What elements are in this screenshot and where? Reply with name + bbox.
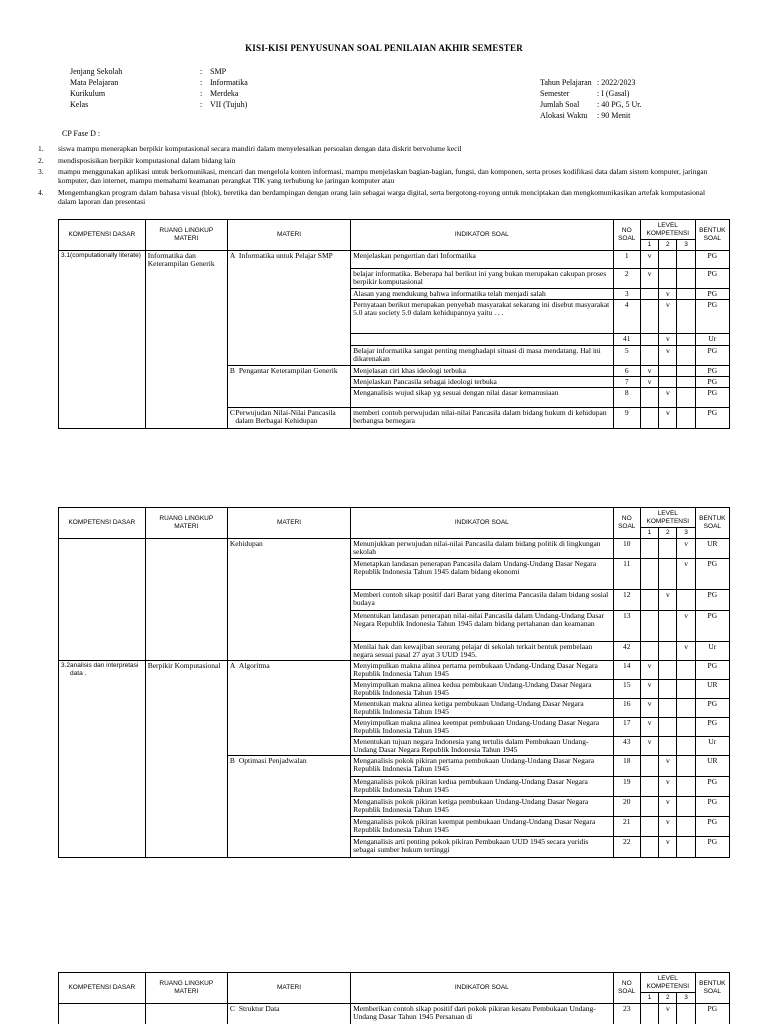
indikator-soal: Menganalisis pokok pikiran keempat pembukaan Undang-Undang Dasar Negara Republik Indonesia Tahun 1945 bbox=[351, 817, 613, 837]
level-2: v bbox=[659, 345, 677, 365]
level-2: v bbox=[659, 797, 677, 817]
no-soal: 16 bbox=[613, 699, 640, 718]
level-3: v bbox=[677, 559, 695, 590]
cp-title: CP Fase D : bbox=[62, 129, 101, 138]
bentuk-soal: PG bbox=[695, 251, 729, 269]
indikator-soal: Menganalisis pokok pikiran kedua pembukaan Undang-Undang Dasar Negara Republik Indonesia Tahun 1945 bbox=[351, 777, 613, 797]
header-l1: 1 bbox=[640, 528, 658, 539]
meta-label: Kurikulum bbox=[70, 89, 106, 98]
cp-item-text: mampu menggunakan aplikasi untuk berkomunikasi, mencari dan mengelola konten informasi, mampu menjelaskan bagian-bagian, fungsi, dan komponen, serta proses kodifikasi data dalam sistem komputer, jaringan komputer, dan internet, mampu memahami keamanan perangkat TIK yang terhubung ke jaringan komputer atau bbox=[58, 167, 708, 185]
header-ind: INDIKATOR SOAL bbox=[351, 508, 613, 539]
header-kd: KOMPETENSI DASAR bbox=[59, 220, 146, 251]
materi-letter: A bbox=[229, 251, 236, 260]
materi-cell bbox=[227, 408, 350, 429]
no-soal: 19 bbox=[613, 777, 640, 797]
bentuk-soal: PG bbox=[695, 289, 729, 300]
indikator-soal: Menetapkan landasan penerapan Pancasila dalam Undang-Undang Dasar Negara Republik Indonesia Tahun 1945 dalam bidang ekonomi bbox=[351, 559, 613, 590]
indikator-soal: Menyimpulkan makna alinea kedua pembukaan Undang-Undang Dasar Negara Republik Indonesia Tahun 1945 bbox=[351, 680, 613, 699]
ruang-lingkup: Berpikir Komputasional bbox=[145, 661, 227, 858]
materi-text: Algoritma bbox=[238, 661, 270, 670]
table-row bbox=[59, 661, 730, 680]
kompetensi-dasar bbox=[59, 539, 146, 661]
bentuk-soal: PG bbox=[695, 611, 729, 642]
no-soal: 5 bbox=[613, 345, 640, 365]
materi-cell bbox=[227, 251, 350, 366]
level-2 bbox=[659, 251, 677, 269]
level-1 bbox=[640, 334, 658, 345]
no-soal: 23 bbox=[613, 1004, 640, 1024]
level-2 bbox=[659, 269, 677, 289]
bentuk-soal: PG bbox=[695, 408, 729, 429]
level-2 bbox=[659, 611, 677, 642]
ruang-lingkup: Informatika dan Keterampilan Generik bbox=[145, 251, 227, 429]
indikator-soal: Menganalisis pokok pikiran ketiga pembukaan Undang-Undang Dasar Negara Republik Indonesia Tahun 1945 bbox=[351, 797, 613, 817]
level-2: v bbox=[659, 388, 677, 408]
indikator-soal: Menyimpulkan makna alinea keempat pembukaan Undang-Undang Dasar Negara Republik Indonesia Tahun 1945 bbox=[351, 718, 613, 737]
level-2 bbox=[659, 680, 677, 699]
page-title: KISI-KISI PENYUSUNAN SOAL PENILAIAN AKHIR SEMESTER bbox=[245, 43, 523, 53]
meta-colon: : bbox=[200, 100, 203, 109]
level-1: v bbox=[640, 680, 658, 699]
level-2: v bbox=[659, 334, 677, 345]
meta-value: VII (Tujuh) bbox=[210, 100, 248, 109]
level-2 bbox=[659, 376, 677, 387]
bentuk-soal: PG bbox=[695, 365, 729, 376]
no-soal: 1 bbox=[613, 251, 640, 269]
kompetensi-dasar bbox=[59, 251, 146, 429]
level-2 bbox=[659, 642, 677, 661]
level-1 bbox=[640, 756, 658, 777]
meta-colon: : bbox=[200, 89, 203, 98]
no-soal: 43 bbox=[613, 737, 640, 756]
header-materi: MATERI bbox=[227, 220, 350, 251]
indikator-soal: Menjelaskan Pancasila sebagai ideologi terbuka bbox=[351, 376, 613, 387]
cp-item-number: 2. bbox=[38, 156, 44, 165]
level-1 bbox=[640, 539, 658, 559]
level-3 bbox=[677, 797, 695, 817]
cp-item-text: Mengembangkan program dalam bahasa visual (blok), beretika dan berdampingan dengan orang lain sebagai warga digital, serta bergotong-royong untuk menciptakan dan mengkomunikasikan artefak komputasional dalam laporan dan presentasi bbox=[58, 188, 706, 206]
level-2: v bbox=[659, 408, 677, 429]
indikator-soal: Menganalisis pokok pikiran pertama pembukaan Undang-Undang Dasar Negara Republik Indonesia Tahun 1945 bbox=[351, 756, 613, 777]
meta-value: SMP bbox=[210, 67, 227, 76]
indikator-soal: Menunjukkan perwujudan nilai-nilai Pancasila dalam bidang politik di lingkungan sekolah bbox=[351, 539, 613, 559]
level-3 bbox=[677, 837, 695, 858]
level-3 bbox=[677, 376, 695, 387]
level-3 bbox=[677, 388, 695, 408]
no-soal: 18 bbox=[613, 756, 640, 777]
indikator-soal: Menganalisis arti penting pokok pikiran Pembukaan UUD 1945 secara yuridis sebagai sumber hukum tertinggi bbox=[351, 837, 613, 858]
cp-item bbox=[38, 188, 718, 206]
level-3 bbox=[677, 756, 695, 777]
header-ind: INDIKATOR SOAL bbox=[351, 973, 613, 1004]
meta-label: Jumlah Soal bbox=[540, 100, 580, 109]
level-1 bbox=[640, 817, 658, 837]
no-soal: 7 bbox=[613, 376, 640, 387]
header-level: LEVEL KOMPETENSI bbox=[640, 220, 695, 240]
header-no: NO SOAL bbox=[613, 973, 640, 1004]
level-3 bbox=[677, 269, 695, 289]
level-3 bbox=[677, 737, 695, 756]
level-1: v bbox=[640, 376, 658, 387]
no-soal: 6 bbox=[613, 365, 640, 376]
no-soal: 3 bbox=[613, 289, 640, 300]
indikator-soal: Menjelasan ciri khas ideologi terbuka bbox=[351, 365, 613, 376]
header-materi: MATERI bbox=[227, 973, 350, 1004]
level-3 bbox=[677, 365, 695, 376]
kd-text: analisis dan interpretasi data . bbox=[70, 662, 139, 677]
header-level: LEVEL KOMPETENSI bbox=[640, 508, 695, 528]
header-ind: INDIKATOR SOAL bbox=[351, 220, 613, 251]
level-1 bbox=[640, 559, 658, 590]
table-header-row bbox=[59, 220, 730, 240]
level-2: v bbox=[659, 590, 677, 611]
header-l2: 2 bbox=[659, 528, 677, 539]
kd-number: 3.1 bbox=[61, 252, 71, 259]
indikator-soal: Menjelaskan pengertian dari Informatika bbox=[351, 251, 613, 269]
level-1: v bbox=[640, 718, 658, 737]
no-soal: 13 bbox=[613, 611, 640, 642]
no-soal: 12 bbox=[613, 590, 640, 611]
meta-label: Alokasi Waktu bbox=[540, 111, 588, 120]
header-l2: 2 bbox=[659, 993, 677, 1004]
kisi-table-1 bbox=[58, 219, 730, 429]
level-1 bbox=[640, 388, 658, 408]
indikator-soal: Menentukan landasan penerapan nilai-nilai Pancasila dalam Undang-Undang Dasar Negara Republik Indonesia Tahun 1945 dalam bidang pertahanan dan keamanan bbox=[351, 611, 613, 642]
header-rl: RUANG LINGKUP MATERI bbox=[145, 220, 227, 251]
header-bentuk: BENTUK SOAL bbox=[695, 508, 729, 539]
indikator-soal: Menilai hak dan kewajiban seorang pelajar di sekolah terkait bentuk pembelaan negara sesuai pasal 27 ayat 3 UUD 1945. bbox=[351, 642, 613, 661]
meta-label: Kelas bbox=[70, 100, 89, 109]
cp-item bbox=[38, 156, 718, 165]
cp-item bbox=[38, 144, 718, 153]
header-l3: 3 bbox=[677, 993, 695, 1004]
table-row bbox=[59, 1004, 730, 1024]
level-3 bbox=[677, 408, 695, 429]
level-2: v bbox=[659, 289, 677, 300]
ruang-lingkup bbox=[145, 1004, 227, 1024]
level-2 bbox=[659, 539, 677, 559]
no-soal: 4 bbox=[613, 300, 640, 334]
cp-item-number: 1. bbox=[38, 144, 44, 153]
indikator-soal: Menentukan makna alinea ketiga pembukaan Undang-Undang Dasar Negara Republik Indonesia Tahun 1945 bbox=[351, 699, 613, 718]
level-1 bbox=[640, 408, 658, 429]
level-1 bbox=[640, 642, 658, 661]
header-rl: RUANG LINGKUP MATERI bbox=[145, 973, 227, 1004]
meta-label: Jenjang Sekolah bbox=[70, 67, 123, 76]
materi-letter: C bbox=[229, 1004, 235, 1013]
level-1 bbox=[640, 289, 658, 300]
materi-text: Struktur Data bbox=[238, 1004, 280, 1013]
bentuk-soal: PG bbox=[695, 388, 729, 408]
header-level: LEVEL KOMPETENSI bbox=[640, 973, 695, 993]
level-2: v bbox=[659, 777, 677, 797]
no-soal: 22 bbox=[613, 837, 640, 858]
header-bentuk: BENTUK SOAL bbox=[695, 973, 729, 1004]
ruang-lingkup bbox=[145, 539, 227, 661]
level-3 bbox=[677, 777, 695, 797]
header-kd: KOMPETENSI DASAR bbox=[59, 973, 146, 1004]
cp-item-number: 4. bbox=[38, 188, 44, 197]
indikator-soal: Pernyataan berikut merupakan penyebab masyarakat sekarang ini disebut masyarakat 5.0 atau society 5.0 dalam kehidupannya yaitu . . . bbox=[351, 300, 613, 334]
bentuk-soal: UR bbox=[695, 539, 729, 559]
materi-cell bbox=[227, 1004, 350, 1024]
materi-cell bbox=[227, 365, 350, 408]
materi-letter: B bbox=[229, 365, 235, 375]
bentuk-soal: PG bbox=[695, 559, 729, 590]
kd-number: 3.2 bbox=[61, 662, 71, 669]
no-soal: 15 bbox=[613, 680, 640, 699]
indikator-soal: Belajar informatika sangat penting menghadapi situasi di masa mendatang. Hal ini dikarenakan bbox=[351, 345, 613, 365]
level-2: v bbox=[659, 1004, 677, 1024]
no-soal: 2 bbox=[613, 269, 640, 289]
level-1: v bbox=[640, 661, 658, 680]
materi-cell bbox=[227, 756, 350, 858]
level-3 bbox=[677, 345, 695, 365]
header-rl: RUANG LINGKUP MATERI bbox=[145, 508, 227, 539]
meta-label: Tahun Pelajaran bbox=[540, 78, 592, 87]
cp-item-number: 3. bbox=[38, 167, 44, 176]
level-1 bbox=[640, 611, 658, 642]
no-soal: 42 bbox=[613, 642, 640, 661]
level-3: v bbox=[677, 539, 695, 559]
table-header-row bbox=[59, 508, 730, 528]
cp-item-text: mendisposisikan berpikir komputasional dalam bidang lain bbox=[58, 156, 236, 165]
meta-colon: : bbox=[200, 67, 203, 76]
bentuk-soal: Ur bbox=[695, 737, 729, 756]
level-3 bbox=[677, 334, 695, 345]
level-3 bbox=[677, 661, 695, 680]
level-1: v bbox=[640, 269, 658, 289]
level-1 bbox=[640, 590, 658, 611]
meta-value: Merdeka bbox=[210, 89, 239, 98]
bentuk-soal: PG bbox=[695, 376, 729, 387]
bentuk-soal: PG bbox=[695, 269, 729, 289]
level-3 bbox=[677, 300, 695, 334]
header-no: NO SOAL bbox=[613, 220, 640, 251]
bentuk-soal: PG bbox=[695, 837, 729, 858]
cp-item-text: siswa mampu menerapkan berpikir komputasional secara mandiri dalam menyelesaikan persoalan dengan data diskrit bervolume kecil bbox=[58, 144, 462, 153]
meta-label: Mata Pelajaran bbox=[70, 78, 119, 87]
materi-text: Optimasi Penjadwalan bbox=[238, 756, 307, 765]
no-soal: 20 bbox=[613, 797, 640, 817]
level-1: v bbox=[640, 737, 658, 756]
level-1 bbox=[640, 345, 658, 365]
header-l3: 3 bbox=[677, 240, 695, 251]
level-3: v bbox=[677, 642, 695, 661]
level-3 bbox=[677, 289, 695, 300]
table-header-row bbox=[59, 973, 730, 993]
kd-text: (computationally literate) bbox=[70, 252, 141, 259]
meta-value: Informatika bbox=[210, 78, 248, 87]
materi-letter: C bbox=[229, 408, 235, 417]
indikator-soal: Menganalisis wujud sikap yg sesuai dengan nilai dasar kemanusiaan bbox=[351, 388, 613, 408]
bentuk-soal: PG bbox=[695, 1004, 729, 1024]
bentuk-soal: PG bbox=[695, 300, 729, 334]
indikator-soal bbox=[351, 334, 613, 345]
level-3 bbox=[677, 718, 695, 737]
level-1: v bbox=[640, 699, 658, 718]
meta-label: Semester bbox=[540, 89, 570, 98]
indikator-soal: memberi contoh perwujudan nilai-nilai Pancasila dalam bidang hukum di kehidupan berbangsa bernegara bbox=[351, 408, 613, 429]
level-3: v bbox=[677, 611, 695, 642]
bentuk-soal: Ur bbox=[695, 642, 729, 661]
indikator-soal: Menentukan tujuan negara Indonesia yang tertulis dalam Pembukaan Undang-Undang Dasar Negara Republik Indonesia Tahun 1945 bbox=[351, 737, 613, 756]
bentuk-soal: UR bbox=[695, 680, 729, 699]
meta-value: : 40 PG, 5 Ur. bbox=[597, 100, 642, 109]
materi-text: Perwujudan Nilai-Nilai Pancasila dalam Berbagai Kehidupan bbox=[235, 408, 336, 426]
bentuk-soal: PG bbox=[695, 590, 729, 611]
bentuk-soal: PG bbox=[695, 817, 729, 837]
level-2 bbox=[659, 661, 677, 680]
materi-cell: Kehidupan bbox=[227, 539, 350, 661]
level-3 bbox=[677, 680, 695, 699]
header-l3: 3 bbox=[677, 528, 695, 539]
level-3 bbox=[677, 590, 695, 611]
header-materi: MATERI bbox=[227, 508, 350, 539]
bentuk-soal: PG bbox=[695, 718, 729, 737]
bentuk-soal: PG bbox=[695, 797, 729, 817]
level-1 bbox=[640, 777, 658, 797]
kisi-table-3 bbox=[58, 972, 730, 1024]
no-soal: 21 bbox=[613, 817, 640, 837]
no-soal: 17 bbox=[613, 718, 640, 737]
level-1 bbox=[640, 300, 658, 334]
level-2 bbox=[659, 699, 677, 718]
level-3 bbox=[677, 251, 695, 269]
level-3 bbox=[677, 817, 695, 837]
level-1: v bbox=[640, 365, 658, 376]
meta-colon: : bbox=[200, 78, 203, 87]
level-2 bbox=[659, 559, 677, 590]
materi-text: Pengantar Keterampilan Generik bbox=[238, 365, 338, 375]
indikator-soal: Memberikan contoh sikap positif dari pokok pikiran kesatu Pembukaan Undang-Undang Dasar Tahun 1945 Persatuan di bbox=[351, 1004, 613, 1024]
level-3 bbox=[677, 1004, 695, 1024]
level-2 bbox=[659, 718, 677, 737]
no-soal: 41 bbox=[613, 334, 640, 345]
header-kd: KOMPETENSI DASAR bbox=[59, 508, 146, 539]
kompetensi-dasar bbox=[59, 1004, 146, 1024]
bentuk-soal: PG bbox=[695, 661, 729, 680]
table-row bbox=[59, 251, 730, 269]
header-l1: 1 bbox=[640, 993, 658, 1004]
header-no: NO SOAL bbox=[613, 508, 640, 539]
level-1 bbox=[640, 837, 658, 858]
meta-value: : 2022/2023 bbox=[597, 78, 636, 87]
level-1 bbox=[640, 1004, 658, 1024]
no-soal: 9 bbox=[613, 408, 640, 429]
level-2: v bbox=[659, 837, 677, 858]
level-2: v bbox=[659, 300, 677, 334]
header-l1: 1 bbox=[640, 240, 658, 251]
level-1 bbox=[640, 797, 658, 817]
level-2: v bbox=[659, 756, 677, 777]
indikator-soal: Menyimpulkan makna alinea pertama pembukaan Undang-Undang Dasar Negara Republik Indonesia Tahun 1945 bbox=[351, 661, 613, 680]
materi-letter: B bbox=[229, 756, 235, 765]
no-soal: 8 bbox=[613, 388, 640, 408]
bentuk-soal: PG bbox=[695, 345, 729, 365]
cp-item bbox=[38, 167, 718, 185]
header-l2: 2 bbox=[659, 240, 677, 251]
bentuk-soal: Ur bbox=[695, 334, 729, 345]
level-3 bbox=[677, 699, 695, 718]
kisi-table-2 bbox=[58, 507, 730, 858]
indikator-soal: Memberi contoh sikap positif dari Barat yang diterima Pancasila dalam bidang sosial budaya bbox=[351, 590, 613, 611]
level-1: v bbox=[640, 251, 658, 269]
materi-text: Informatika untuk Pelajar SMP bbox=[238, 251, 333, 260]
bentuk-soal: PG bbox=[695, 777, 729, 797]
bentuk-soal: UR bbox=[695, 756, 729, 777]
kompetensi-dasar bbox=[59, 661, 146, 858]
level-2: v bbox=[659, 817, 677, 837]
materi-letter: A bbox=[229, 661, 236, 670]
indikator-soal: belajar informatika. Beberapa hal berikut ini yang bukan merupakan cakupan proses berpikir komputasional bbox=[351, 269, 613, 289]
meta-value: : 90 Menit bbox=[597, 111, 631, 120]
bentuk-soal: PG bbox=[695, 699, 729, 718]
indikator-soal: Alasan yang mendukung bahwa informatika telah menjadi salah bbox=[351, 289, 613, 300]
level-2 bbox=[659, 365, 677, 376]
level-2 bbox=[659, 737, 677, 756]
meta-value: : I (Gasal) bbox=[597, 89, 630, 98]
no-soal: 10 bbox=[613, 539, 640, 559]
no-soal: 11 bbox=[613, 559, 640, 590]
no-soal: 14 bbox=[613, 661, 640, 680]
table-row bbox=[59, 539, 730, 559]
materi-cell bbox=[227, 661, 350, 756]
header-bentuk: BENTUK SOAL bbox=[695, 220, 729, 251]
